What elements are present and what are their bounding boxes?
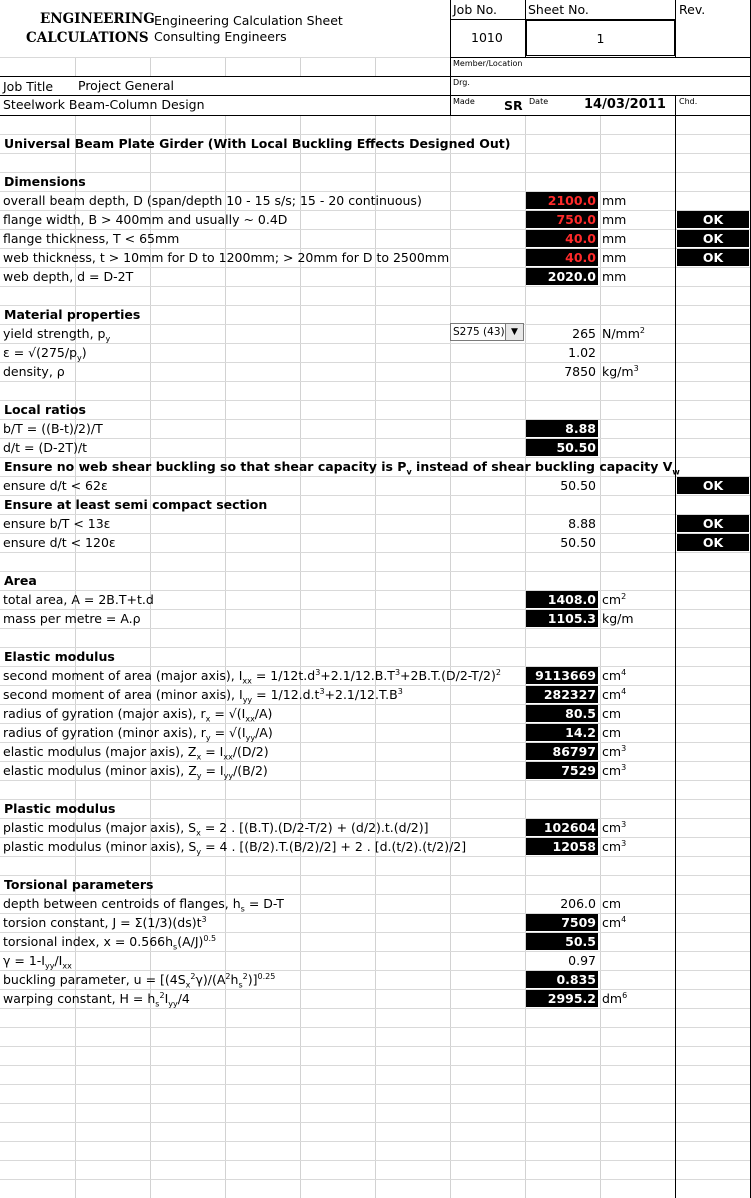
steel-grade-value: S275 (43) bbox=[453, 326, 505, 338]
flange-thickness-unit: mm bbox=[602, 231, 627, 246]
mass-label: mass per metre = A.ρ bbox=[3, 611, 141, 626]
grid-row-line bbox=[0, 628, 750, 629]
grid-row-line bbox=[0, 514, 750, 515]
bT-check-result: OK bbox=[677, 515, 749, 532]
hs-label: depth between centroids of flanges, $h_s = D-T$ bbox=[3, 896, 284, 914]
mass-value: 1105.3 bbox=[526, 610, 598, 627]
beam-depth-unit: mm bbox=[602, 193, 627, 208]
rev-label: Rev. bbox=[679, 2, 706, 17]
beam-depth-input[interactable]: 2100.0 bbox=[526, 192, 598, 209]
date-value[interactable]: 14/03/2011 bbox=[584, 97, 666, 112]
density-value: 7850 bbox=[564, 364, 596, 379]
sx-label: plastic modulus (major axis), $S_x = 2$ . [(B.T).(D/2-T/2) + (d/2).t.(d/2)] bbox=[3, 820, 429, 838]
grid-column-line bbox=[150, 57, 151, 77]
firm-name: Consulting Engineers bbox=[154, 29, 287, 44]
flange-width-unit: mm bbox=[602, 212, 627, 227]
x-value: 50.5 bbox=[526, 933, 598, 950]
grid-row-line bbox=[0, 57, 450, 58]
grid-row-line bbox=[0, 343, 750, 344]
dimensions-heading: Dimensions bbox=[4, 174, 86, 189]
dt-value: 50.50 bbox=[526, 439, 598, 456]
grid-column-line bbox=[225, 57, 226, 77]
company-line1: ENGINEERING bbox=[40, 11, 155, 27]
made-value[interactable]: SR bbox=[504, 98, 523, 113]
grid-column-line bbox=[225, 116, 226, 1198]
dropdown-arrow-icon[interactable]: ▼ bbox=[505, 324, 523, 340]
grid-column-line bbox=[300, 116, 301, 1198]
rx-unit: cm bbox=[602, 706, 622, 721]
rx-label: radius of gyration (major axis), $r_x = √(I_{xx}/A)$ bbox=[3, 706, 273, 724]
web-thickness-unit: mm bbox=[602, 250, 627, 265]
yield-label: yield strength, $p_y$ bbox=[3, 326, 111, 344]
hs-value: 206.0 bbox=[560, 896, 596, 911]
shear-check-result: OK bbox=[677, 477, 749, 494]
grid-row-line bbox=[0, 1160, 750, 1161]
ry-unit: cm bbox=[602, 725, 622, 740]
ixx-unit: $cm^4$ bbox=[602, 667, 627, 683]
sy-label: plastic modulus (minor axis), $S_y = 4$ . [(B/2).T.(B/2)/2] + 2 . [d.(t/2).(t/2)/2] bbox=[3, 839, 467, 857]
iyy-label: second moment of area (minor axis), $I_{yy} = 1/12.d.t^3+2.1/12.T.B^3$ bbox=[3, 686, 403, 705]
gamma-label: $\gamma = 1-I_{yy}/I_{xx}$ bbox=[3, 953, 72, 971]
h-label: warping constant, $H = h_s^2I_{yy}/4$ bbox=[3, 990, 190, 1009]
grid-row-line bbox=[0, 856, 750, 857]
zy-label: elastic modulus (minor axis), $Z_y = I_{yy}/(B/2)$ bbox=[3, 763, 268, 781]
flange-width-check: OK bbox=[677, 211, 749, 228]
grid-row-line bbox=[0, 381, 750, 382]
sy-value: 12058 bbox=[526, 838, 598, 855]
dt-check-label: ensure d/t < 120ε bbox=[3, 535, 116, 550]
gamma-value: 0.97 bbox=[568, 953, 596, 968]
sx-unit: $cm^3$ bbox=[602, 819, 627, 835]
shear-check-value: 50.50 bbox=[560, 478, 596, 493]
density-label: density, ρ bbox=[3, 364, 65, 379]
subtitle[interactable]: Steelwork Beam-Column Design bbox=[3, 97, 205, 112]
mass-unit: kg/m bbox=[602, 611, 634, 626]
u-value: 0.835 bbox=[526, 971, 598, 988]
ry-label: radius of gyration (minor axis), $r_y = √(I_{yy}/A)$ bbox=[3, 725, 273, 743]
j-label: torsion constant, $J = \Sigma(1/3)(ds)t^3$ bbox=[3, 914, 207, 930]
dt-check-value: 50.50 bbox=[560, 535, 596, 550]
grid-row-line bbox=[0, 400, 750, 401]
zy-unit: $cm^3$ bbox=[602, 762, 627, 778]
ixx-value: 9113669 bbox=[526, 667, 598, 684]
iyy-unit: $cm^4$ bbox=[602, 686, 627, 702]
job-no-label: Job No. bbox=[453, 2, 497, 17]
web-depth-value: 2020.0 bbox=[526, 268, 598, 285]
web-depth-unit: mm bbox=[602, 269, 627, 284]
x-label: torsional index, $x = 0.566h_s(A/J)^{0.5}$ bbox=[3, 933, 217, 952]
header-divider bbox=[450, 57, 751, 58]
grid-row-line bbox=[0, 1008, 750, 1009]
yield-value: 265 bbox=[572, 326, 596, 341]
bT-value: 8.88 bbox=[526, 420, 598, 437]
web-thickness-input[interactable]: 40.0 bbox=[526, 249, 598, 266]
epsilon-label: $\varepsilon = √(275/p_y)$ bbox=[3, 345, 87, 363]
dt-check-result: OK bbox=[677, 534, 749, 551]
sheet-no-value[interactable]: 1 bbox=[526, 20, 675, 56]
total-area-unit: $cm^2$ bbox=[602, 591, 627, 607]
web-depth-label: web depth, d = D-2T bbox=[3, 269, 134, 284]
drg-label: Drg. bbox=[453, 78, 470, 87]
hs-unit: cm bbox=[602, 896, 622, 911]
shear-check-label: ensure d/t < 62ε bbox=[3, 478, 108, 493]
bT-check-label: ensure b/T < 13ε bbox=[3, 516, 111, 531]
made-label: Made bbox=[453, 97, 475, 106]
grid-row-line bbox=[0, 1046, 750, 1047]
grid-row-line bbox=[0, 1122, 750, 1123]
elastic-heading: Elastic modulus bbox=[4, 649, 115, 664]
steel-grade-select[interactable] bbox=[450, 323, 524, 341]
flange-thickness-label: flange thickness, T < 65mm bbox=[3, 231, 180, 246]
flange-width-input[interactable]: 750.0 bbox=[526, 211, 598, 228]
bT-check-value: 8.88 bbox=[568, 516, 596, 531]
grid-column-line bbox=[375, 57, 376, 77]
total-area-label: total area, A = 2B.T+t.d bbox=[3, 592, 154, 607]
web-thickness-check: OK bbox=[677, 249, 749, 266]
job-no-value[interactable]: 1010 bbox=[471, 30, 503, 45]
check-column-border bbox=[675, 96, 676, 1198]
zx-unit: $cm^3$ bbox=[602, 743, 627, 759]
j-unit: $cm^4$ bbox=[602, 914, 627, 930]
sheet-type: Engineering Calculation Sheet bbox=[154, 13, 343, 28]
grid-column-line bbox=[300, 57, 301, 77]
grid-row-line bbox=[0, 419, 750, 420]
grid-column-line bbox=[600, 116, 601, 1198]
torsional-heading: Torsional parameters bbox=[4, 877, 154, 892]
member-location-label: Member/Location bbox=[453, 59, 523, 68]
grid-row-line bbox=[0, 1179, 750, 1180]
grid-row-line bbox=[0, 153, 750, 154]
flange-thickness-input[interactable]: 40.0 bbox=[526, 230, 598, 247]
header-divider bbox=[0, 115, 751, 116]
semi-compact-note: Ensure at least semi compact section bbox=[4, 497, 268, 512]
grid-column-line bbox=[75, 57, 76, 77]
total-area-value: 1408.0 bbox=[526, 591, 598, 608]
area-heading: Area bbox=[4, 573, 37, 588]
grid-row-line bbox=[0, 552, 750, 553]
job-title-label: Job Title bbox=[3, 79, 54, 94]
grid-row-line bbox=[0, 438, 750, 439]
grid-row-line bbox=[0, 1027, 750, 1028]
grid-column-line bbox=[375, 116, 376, 1198]
grid-row-line bbox=[0, 571, 750, 572]
flange-width-label: flange width, B > 400mm and usually ~ 0.4D bbox=[3, 212, 288, 227]
grid-row-line bbox=[0, 172, 750, 173]
iyy-value: 282327 bbox=[526, 686, 598, 703]
date-label: Date bbox=[529, 97, 549, 106]
chd-label: Chd. bbox=[679, 97, 698, 106]
grid-column-line bbox=[450, 116, 451, 1198]
beam-depth-label: overall beam depth, D (span/depth 10 - 15 s/s; 15 - 20 continuous) bbox=[3, 193, 422, 208]
plastic-heading: Plastic modulus bbox=[4, 801, 116, 816]
grid-row-line bbox=[0, 1065, 750, 1066]
grid-row-line bbox=[0, 1084, 750, 1085]
ixx-label: second moment of area (major axis), $I_{xx} = 1/12t.d^3+2.1/12.B.T^3+2B.T.(D/2-T/2)^2$ bbox=[3, 667, 501, 686]
grid-row-line bbox=[0, 780, 750, 781]
h-value: 2995.2 bbox=[526, 990, 598, 1007]
ry-value: 14.2 bbox=[526, 724, 598, 741]
web-thickness-label: web thickness, t > 10mm for D to 1200mm; > 20mm for D to 2500mm bbox=[3, 250, 450, 265]
zx-value: 86797 bbox=[526, 743, 598, 760]
grid-column-line bbox=[150, 116, 151, 1198]
rx-value: 80.5 bbox=[526, 705, 598, 722]
company-line2: CALCULATIONS bbox=[26, 30, 149, 46]
density-unit: $kg/m^3$ bbox=[602, 363, 639, 379]
bT-label: b/T = ((B-t)/2)/T bbox=[3, 421, 103, 436]
dt-label: d/t = (D-2T)/t bbox=[3, 440, 88, 455]
zy-value: 7529 bbox=[526, 762, 598, 779]
grid-row-line bbox=[0, 476, 750, 477]
epsilon-value: 1.02 bbox=[568, 345, 596, 360]
grid-row-line bbox=[0, 951, 750, 952]
flange-thickness-check: OK bbox=[677, 230, 749, 247]
yield-unit: $N/mm^2$ bbox=[602, 325, 646, 341]
local-ratios-heading: Local ratios bbox=[4, 402, 86, 417]
sheet-no-label: Sheet No. bbox=[528, 2, 589, 17]
header-divider bbox=[675, 0, 676, 58]
u-label: buckling parameter, $u = [(4S_x^2\gamma)/(A^2h_s^2)]^{0.25}$ bbox=[3, 971, 276, 990]
grid-row-line bbox=[0, 1141, 750, 1142]
grid-row-line bbox=[0, 286, 750, 287]
h-unit: $dm^6$ bbox=[602, 990, 628, 1006]
sx-value: 102604 bbox=[526, 819, 598, 836]
material-heading: Material properties bbox=[4, 307, 141, 322]
header-divider bbox=[450, 0, 451, 116]
grid-row-line bbox=[0, 1103, 750, 1104]
zx-label: elastic modulus (major axis), $Z_x = I_{xx}/(D/2)$ bbox=[3, 744, 269, 762]
page-title: Universal Beam Plate Girder (With Local Buckling Effects Designed Out) bbox=[4, 136, 511, 151]
shear-buckling-note: Ensure no web shear buckling so that shear capacity is $P_v$ instead of shear buckling capacity $V_w$ bbox=[4, 459, 680, 477]
sy-unit: $cm^3$ bbox=[602, 838, 627, 854]
j-value: 7509 bbox=[526, 914, 598, 931]
job-title-value[interactable]: Project General bbox=[78, 78, 175, 93]
